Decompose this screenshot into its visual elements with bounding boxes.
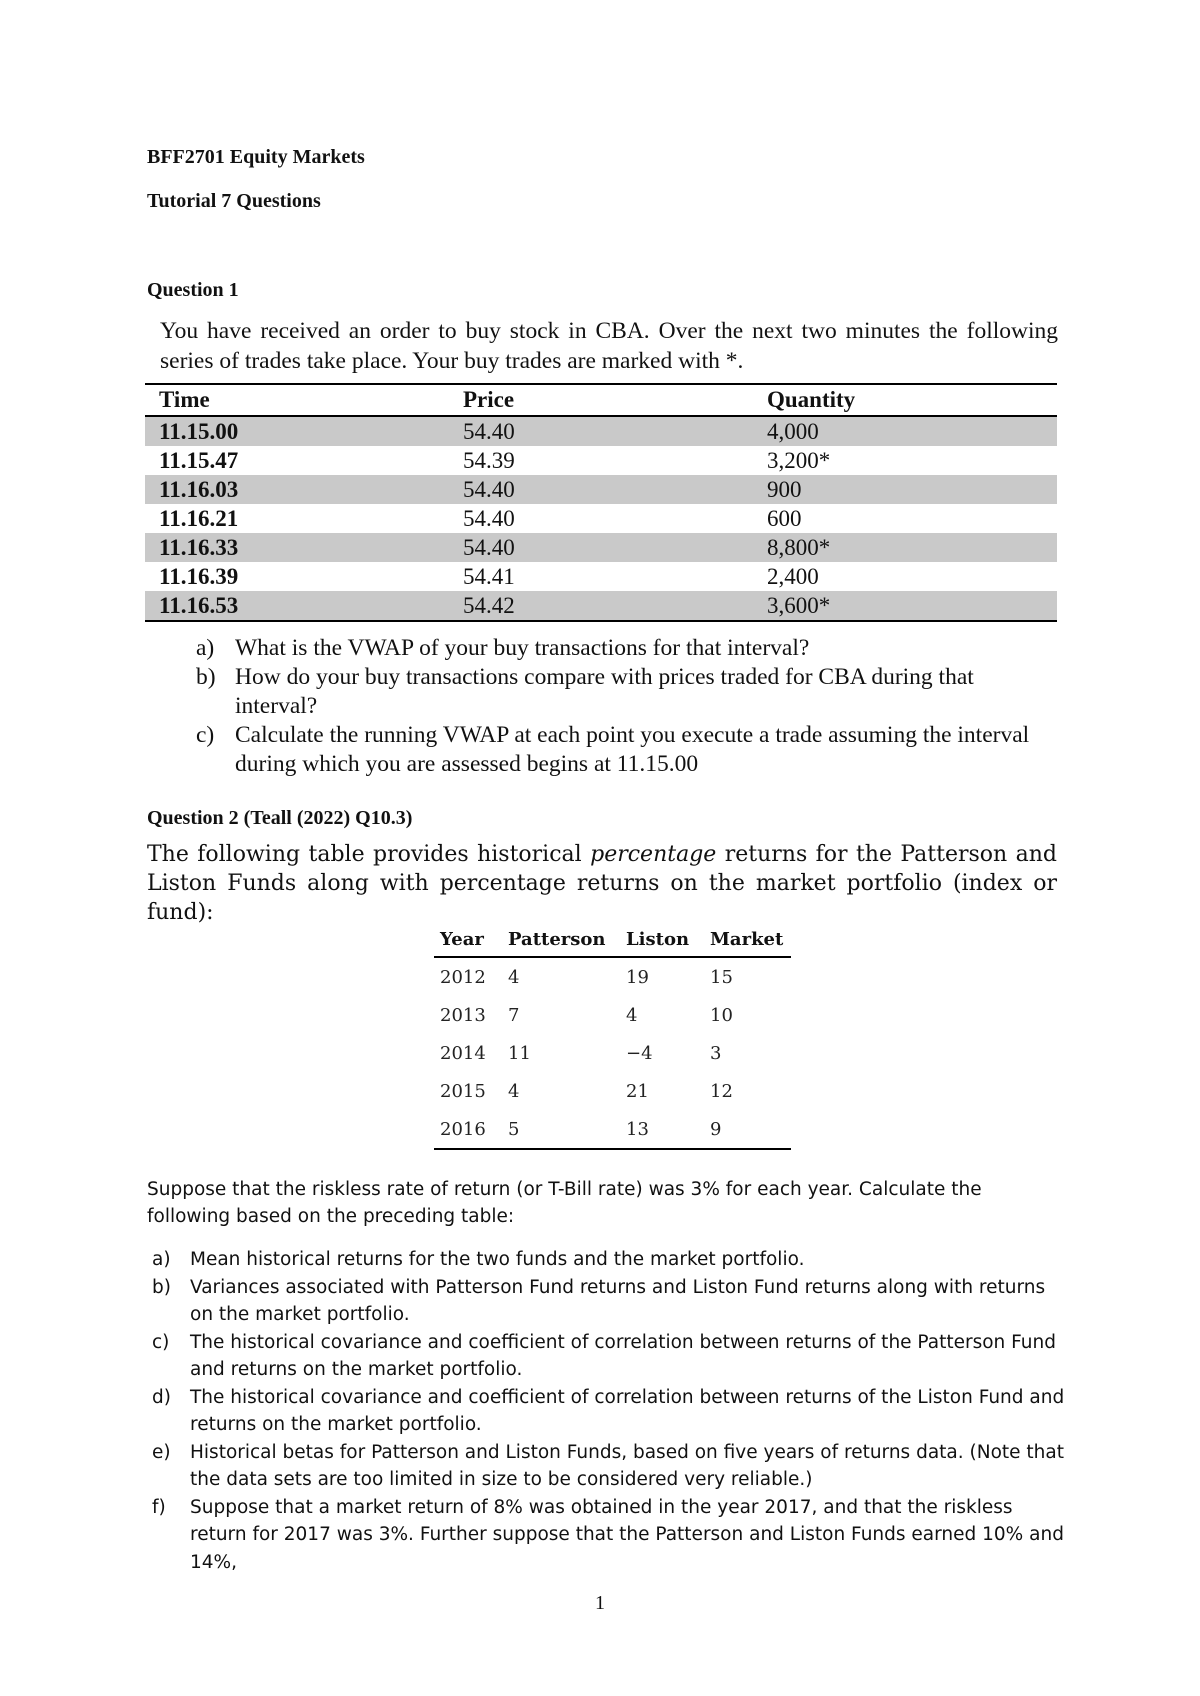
cell-liston: 13 xyxy=(626,1118,649,1140)
item-text: Mean historical returns for the two funds and the market portfolio. xyxy=(190,1249,805,1270)
col-price-header: Price xyxy=(463,387,515,412)
table-row xyxy=(145,533,1057,562)
cell-patterson: 5 xyxy=(508,1118,520,1140)
item-text: Historical betas for Patterson and Liston Funds, based on five years of returns data. (Note that the data sets are too limited in size to be considered very reliable.) xyxy=(190,1441,1064,1490)
trade-price: 54.41 xyxy=(463,563,515,589)
col-quantity-header: Quantity xyxy=(767,387,856,412)
cell-patterson: 11 xyxy=(508,1042,531,1064)
trade-quantity: 4,000 xyxy=(767,418,819,444)
col-time-header: Time xyxy=(159,387,210,412)
trade-quantity: 2,400 xyxy=(767,563,819,589)
item-text: What is the VWAP of your buy transactions for that interval? xyxy=(235,635,810,661)
cell-patterson: 4 xyxy=(508,966,520,988)
cell-year: 2014 xyxy=(440,1042,486,1064)
trade-price: 54.40 xyxy=(463,505,515,531)
table-row xyxy=(145,562,1057,591)
trade-table-header xyxy=(145,384,1057,416)
cell-market: 3 xyxy=(710,1042,722,1064)
q1-heading: Question 1 xyxy=(147,279,239,301)
trade-quantity: 600 xyxy=(767,505,802,531)
list-item xyxy=(152,1329,1070,1384)
col-market-header: Market xyxy=(710,928,784,950)
item-label: b) xyxy=(196,664,216,690)
table-row xyxy=(434,996,791,1034)
cell-market: 12 xyxy=(710,1080,733,1102)
table-row xyxy=(145,475,1057,504)
trade-price: 54.40 xyxy=(463,534,515,560)
list-item xyxy=(152,1246,1070,1274)
list-item xyxy=(196,721,1058,779)
q2-intro xyxy=(147,840,1057,927)
returns-table xyxy=(434,922,791,1150)
table-row xyxy=(434,1110,791,1149)
table-row xyxy=(434,1034,791,1072)
trade-quantity: 3,200* xyxy=(767,447,831,473)
trade-quantity: 8,800* xyxy=(767,534,831,560)
q2-subquestions xyxy=(152,1246,1070,1576)
table-row xyxy=(145,416,1057,446)
list-item xyxy=(152,1384,1070,1439)
cell-patterson: 7 xyxy=(508,1004,520,1026)
item-text: How do your buy transactions compare with prices traded for CBA during that interval? xyxy=(235,664,974,719)
trade-quantity: 3,600* xyxy=(767,592,831,618)
cell-liston: 4 xyxy=(626,1004,638,1026)
q1-subquestions xyxy=(196,634,1058,779)
cell-year: 2015 xyxy=(440,1080,486,1102)
returns-table-header xyxy=(434,922,791,957)
table-row xyxy=(145,446,1057,475)
item-label: d) xyxy=(152,1386,171,1408)
q2-intro-emphasis: percentage xyxy=(590,842,717,867)
trade-time: 11.16.53 xyxy=(159,592,239,618)
item-text: Variances associated with Patterson Fund returns and Liston Fund returns along with returns on the market portfolio. xyxy=(190,1276,1046,1325)
cell-market: 9 xyxy=(710,1118,722,1140)
col-liston-header: Liston xyxy=(626,928,690,950)
list-item xyxy=(152,1439,1070,1494)
cell-market: 15 xyxy=(710,966,733,988)
item-label: a) xyxy=(196,635,215,661)
page-number: 1 xyxy=(595,1592,605,1614)
trade-time: 11.16.39 xyxy=(159,563,239,589)
cell-year: 2016 xyxy=(440,1118,486,1140)
table-row xyxy=(145,591,1057,621)
item-text: The historical covariance and coefficient of correlation between returns of the Patterson Fund and returns on the market portfolio. xyxy=(190,1331,1056,1380)
q2-intro-after: returns for the Patterson and Liston Funds along with percentage returns on the market portfolio (index or fund): xyxy=(147,842,1057,925)
item-label: a) xyxy=(152,1249,171,1270)
list-item xyxy=(152,1494,1070,1577)
table-row xyxy=(145,504,1057,533)
trade-price: 54.39 xyxy=(463,447,515,473)
course-title: BFF2701 Equity Markets xyxy=(147,146,365,168)
cell-patterson: 4 xyxy=(508,1080,520,1102)
trade-time: 11.15.47 xyxy=(159,447,239,473)
item-text: The historical covariance and coefficient of correlation between returns of the Liston Fund and returns on the market portfolio. xyxy=(190,1386,1065,1435)
cell-year: 2012 xyxy=(440,966,486,988)
col-patterson-header: Patterson xyxy=(508,928,606,950)
trade-price: 54.40 xyxy=(463,418,515,444)
trade-time: 11.16.33 xyxy=(159,534,239,560)
tutorial-subtitle: Tutorial 7 Questions xyxy=(147,190,321,212)
cell-liston: −4 xyxy=(626,1042,653,1064)
table-row xyxy=(434,1072,791,1110)
item-label: b) xyxy=(152,1276,171,1298)
q2-intro-before: The following table provides historical xyxy=(147,842,591,867)
table-row xyxy=(434,957,791,996)
q2-instructions: Suppose that the riskless rate of return (or T-Bill rate) was 3% for each year. Calculate the following based on the preceding table: xyxy=(147,1179,982,1227)
cell-year: 2013 xyxy=(440,1004,486,1026)
cell-liston: 19 xyxy=(626,966,649,988)
col-year-header: Year xyxy=(440,928,484,950)
list-item xyxy=(152,1274,1070,1329)
cell-liston: 21 xyxy=(626,1080,649,1102)
trade-time: 11.15.00 xyxy=(159,418,239,444)
trade-price: 54.40 xyxy=(463,476,515,502)
item-label: c) xyxy=(152,1331,170,1353)
item-label: f) xyxy=(152,1496,166,1518)
item-label: c) xyxy=(196,722,215,748)
list-item xyxy=(196,634,1058,663)
cell-market: 10 xyxy=(710,1004,733,1026)
trade-price: 54.42 xyxy=(463,592,515,618)
list-item xyxy=(196,663,1058,721)
trade-time: 11.16.03 xyxy=(159,476,239,502)
trade-time: 11.16.21 xyxy=(159,505,239,531)
trade-quantity: 900 xyxy=(767,476,802,502)
item-label: e) xyxy=(152,1441,171,1463)
q2-heading: Question 2 (Teall (2022) Q10.3) xyxy=(147,807,413,829)
trade-table xyxy=(145,383,1057,622)
q1-intro: You have received an order to buy stock in CBA. Over the next two minutes the following series of trades take place. Your buy trades are marked with *. xyxy=(160,318,1058,374)
item-text: Calculate the running VWAP at each point you execute a trade assuming the interval during which you are assessed begins at 11.15.00 xyxy=(235,722,1030,777)
item-text: Suppose that a market return of 8% was obtained in the year 2017, and that the riskless return for 2017 was 3%. Further suppose that the Patterson and Liston Funds earned 10% and 14%, xyxy=(190,1496,1064,1573)
